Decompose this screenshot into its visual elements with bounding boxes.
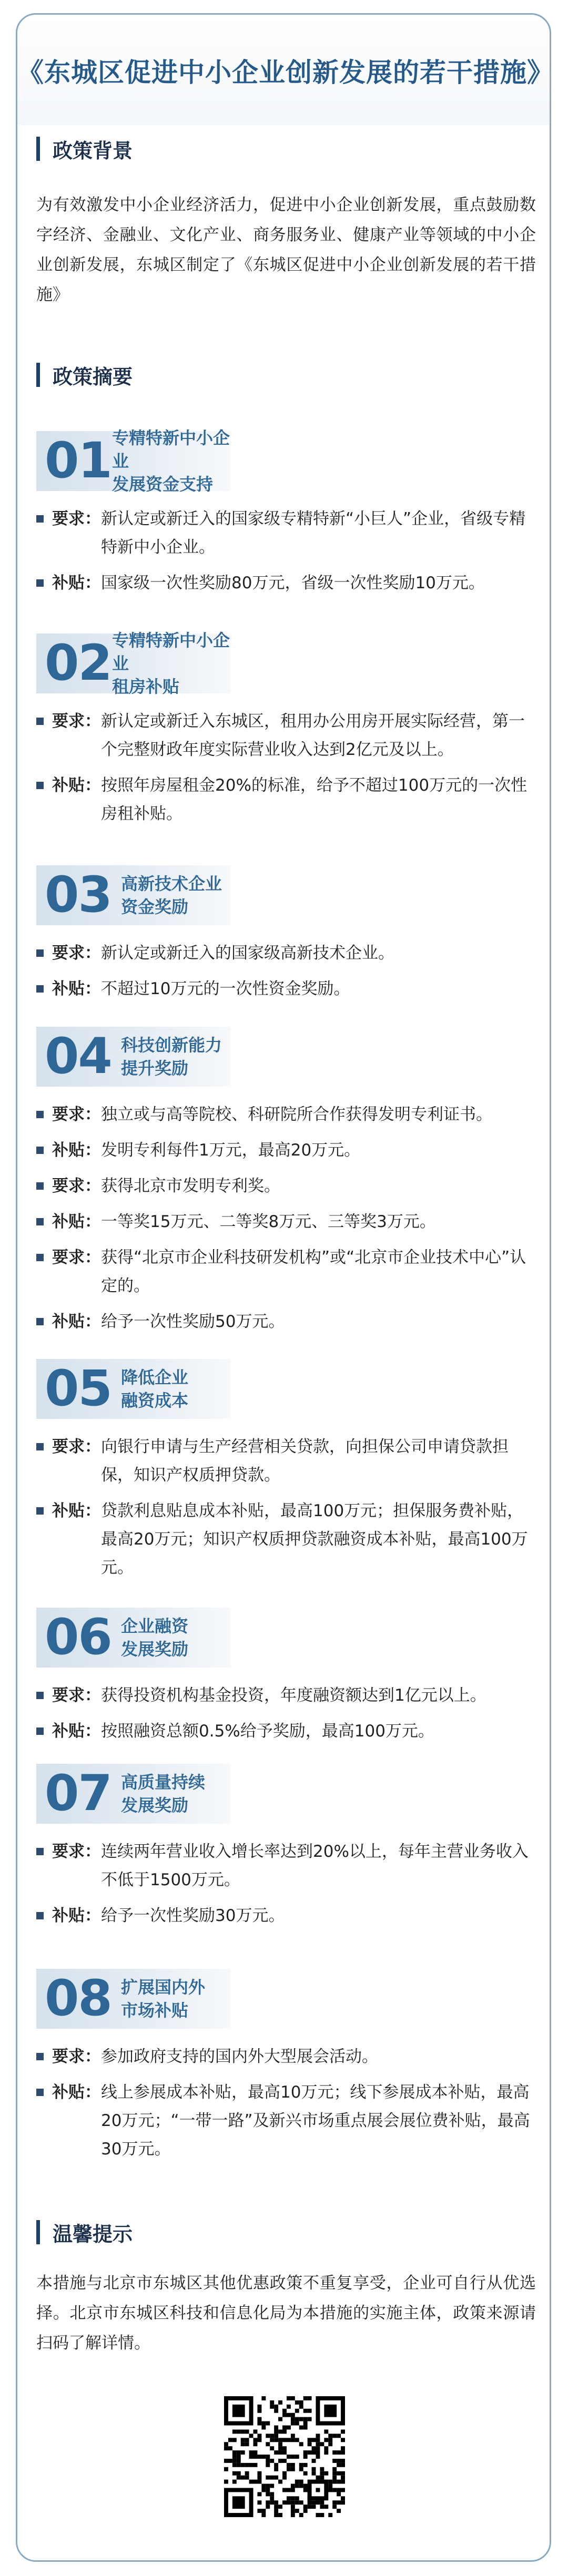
qr-code[interactable]	[224, 2396, 345, 2517]
bullet-icon	[36, 1692, 44, 1699]
policy-item	[36, 1902, 536, 1930]
bullet-icon	[36, 985, 44, 993]
policy-block	[36, 630, 536, 828]
policy-block	[36, 1027, 536, 1336]
bullet-icon	[36, 782, 44, 789]
policy-title: 专精特新中小企业 租房补贴	[112, 630, 230, 697]
section-bar	[36, 137, 40, 161]
policy-number-box	[36, 1359, 231, 1419]
bullet-icon	[36, 2053, 44, 2060]
title-band	[17, 15, 554, 125]
policy-header	[36, 1969, 536, 2029]
policy-item	[36, 1433, 536, 1489]
item-label: 要求：	[52, 944, 101, 963]
section-heading-background	[36, 131, 536, 166]
bullet-icon	[36, 579, 44, 587]
summary-section	[36, 357, 536, 392]
policy-header	[36, 1359, 536, 1419]
item-label: 补贴：	[52, 1312, 101, 1331]
item-label: 补贴：	[52, 979, 101, 998]
policy-item	[36, 1136, 536, 1164]
policy-header	[36, 865, 536, 925]
policy-number-box	[36, 1027, 231, 1087]
policy-block	[36, 1764, 536, 1930]
policy-number: 05	[45, 1360, 111, 1417]
item-label: 要求：	[52, 712, 101, 731]
policy-number-box	[36, 865, 231, 925]
policy-header	[36, 1027, 536, 1087]
item-text: 贷款利息贴息成本补贴，最高100万元；担保服务费补贴，最高20万元；知识产权质押贷款融资成本补贴，最高100万元。	[101, 1501, 528, 1577]
item-text: 获得北京市发明专利奖。	[101, 1177, 280, 1195]
section-heading-tips	[36, 2215, 536, 2250]
bullet-icon	[36, 718, 44, 725]
page-title: 《东城区促进中小企业创新发展的若干措施》	[17, 57, 554, 88]
policy-item	[36, 569, 536, 597]
item-label: 补贴：	[52, 1722, 101, 1741]
item-text: 新认定或新迁入的国家级专精特新“小巨人”企业，省级专精特新中小企业。	[101, 509, 526, 557]
policy-number: 07	[45, 1765, 111, 1822]
policy-item	[36, 1681, 536, 1710]
policy-block	[36, 865, 536, 1003]
item-label: 要求：	[52, 2047, 101, 2066]
policy-item	[36, 1172, 536, 1200]
bullet-icon	[36, 1912, 44, 1919]
page-frame	[16, 13, 554, 2562]
bullet-icon	[36, 1218, 44, 1225]
item-label: 补贴：	[52, 1141, 101, 1160]
policy-header	[36, 428, 536, 494]
policy-number-box	[36, 428, 231, 494]
item-text: 连续两年营业收入增长率达到20%以上，每年主营业务收入不低于1500万元。	[101, 1842, 529, 1889]
bullet-icon	[36, 1111, 44, 1118]
item-text: 发明专利每件1万元，最高20万元。	[101, 1141, 361, 1160]
bullet-icon	[36, 2089, 44, 2096]
item-label: 补贴：	[52, 1501, 101, 1520]
policy-header	[36, 1608, 536, 1668]
tips-paragraph: 本措施与北京市东城区其他优惠政策不重复享受，企业可自行从优选择。北京市东城区科技和信息化局为本措施的实施主体，政策来源请扫码了解详情。	[36, 2274, 536, 2353]
item-text: 国家级一次性奖励80万元，省级一次性奖励10万元。	[101, 574, 485, 592]
item-text: 不超过10万元的一次性资金奖励。	[101, 979, 350, 998]
item-text: 获得“北京市企业科技研发机构”或“北京市企业技术中心”认定的。	[101, 1248, 526, 1295]
policy-block	[36, 1359, 536, 1582]
policy-number-box	[36, 1764, 231, 1824]
policy-title: 专精特新中小企业 发展资金支持	[112, 428, 230, 494]
policy-item	[36, 2042, 536, 2071]
policy-item	[36, 771, 536, 828]
tips-section	[36, 2215, 536, 2358]
bullet-icon	[36, 1182, 44, 1190]
bullet-icon	[36, 1727, 44, 1735]
section-title: 政策背景	[53, 139, 133, 162]
item-label: 补贴：	[52, 2083, 101, 2102]
item-text: 一等奖15万元、二等奖8万元、三等奖3万元。	[101, 1212, 436, 1231]
policy-number-box	[36, 1969, 231, 2029]
item-text: 按照融资总额0.5%给予奖励，最高100万元。	[101, 1722, 434, 1741]
policy-header	[36, 1764, 536, 1824]
policy-block	[36, 1969, 536, 2163]
policy-number: 08	[45, 1970, 111, 2027]
item-label: 补贴：	[52, 574, 101, 592]
policy-number-box	[36, 630, 231, 697]
section-heading-summary	[36, 357, 536, 392]
section-bar	[36, 363, 40, 387]
policy-item	[36, 1307, 536, 1336]
policy-title: 降低企业 融资成本	[121, 1367, 189, 1410]
policy-item	[36, 707, 536, 764]
background-section	[36, 131, 536, 310]
policy-number: 06	[45, 1609, 111, 1666]
bullet-icon	[36, 1254, 44, 1261]
policy-item	[36, 939, 536, 967]
item-label: 补贴：	[52, 776, 101, 795]
policy-item	[36, 1497, 536, 1582]
item-text: 线上参展成本补贴，最高10万元；线下参展成本补贴，最高20万元；“一带一路”及新兴市场重点展会展位费补贴，最高30万元。	[101, 2083, 530, 2159]
background-paragraph: 为有效激发中小企业经济活力，促进中小企业创新发展，重点鼓励数字经济、金融业、文化产业、商务服务业、健康产业等领域的中小企业创新发展，东城区制定了《东城区促进中小企业创新发展的若干措施》	[36, 196, 536, 304]
bullet-icon	[36, 1318, 44, 1325]
policy-number: 04	[45, 1028, 111, 1085]
section-title: 政策摘要	[53, 365, 133, 389]
item-text: 按照年房屋租金20%的标准，给予不超过100万元的一次性房租补贴。	[101, 776, 528, 823]
policy-number-box	[36, 1608, 231, 1668]
item-label: 要求：	[52, 1177, 101, 1195]
bullet-icon	[36, 949, 44, 957]
item-label: 要求：	[52, 1437, 101, 1456]
policy-item	[36, 1717, 536, 1745]
item-label: 要求：	[52, 1105, 101, 1124]
policy-item	[36, 1100, 536, 1129]
bullet-icon	[36, 1848, 44, 1855]
item-label: 补贴：	[52, 1906, 101, 1925]
item-text: 获得投资机构基金投资，年度融资额达到1亿元以上。	[101, 1686, 486, 1705]
policy-item	[36, 1243, 536, 1300]
item-text: 新认定或新迁入东城区，租用办公用房开展实际经营，第一个完整财政年度实际营业收入达到2亿元及以上。	[101, 712, 525, 759]
policy-item	[36, 1837, 536, 1894]
item-text: 给予一次性奖励30万元。	[101, 1906, 285, 1925]
item-label: 要求：	[52, 1842, 101, 1861]
policy-item	[36, 2078, 536, 2163]
policy-block	[36, 428, 536, 597]
policy-title: 高质量持续 发展奖励	[121, 1772, 206, 1815]
bullet-icon	[36, 1507, 44, 1515]
item-label: 要求：	[52, 1248, 101, 1267]
policy-number: 01	[45, 432, 111, 489]
policy-item	[36, 1208, 536, 1236]
policy-item	[36, 975, 536, 1003]
section-bar	[36, 2220, 40, 2244]
item-label: 补贴：	[52, 1212, 101, 1231]
bullet-icon	[36, 515, 44, 523]
policy-title: 扩展国内外 市场补贴	[121, 1977, 206, 2020]
policy-number: 03	[45, 866, 111, 924]
section-title: 温馨提示	[53, 2222, 133, 2246]
policy-title: 科技创新能力 提升奖励	[121, 1035, 222, 1078]
item-label: 要求：	[52, 1686, 101, 1705]
bullet-icon	[36, 1147, 44, 1154]
item-text: 独立或与高等院校、科研院所合作获得发明专利证书。	[101, 1105, 492, 1124]
item-text: 向银行申请与生产经营相关贷款，向担保公司申请贷款担保，知识产权质押贷款。	[101, 1437, 509, 1485]
item-text: 给予一次性奖励50万元。	[101, 1312, 285, 1331]
policy-title: 高新技术企业 资金奖励	[121, 874, 222, 917]
bullet-icon	[36, 1443, 44, 1450]
policy-title: 企业融资 发展奖励	[121, 1616, 189, 1659]
policy-item	[36, 505, 536, 561]
policy-block	[36, 1608, 536, 1745]
item-text: 参加政府支持的国内外大型展会活动。	[101, 2047, 378, 2066]
item-text: 新认定或新迁入的国家级高新技术企业。	[101, 944, 394, 963]
policy-number: 02	[45, 635, 111, 692]
policy-header	[36, 630, 536, 697]
item-label: 要求：	[52, 509, 101, 528]
